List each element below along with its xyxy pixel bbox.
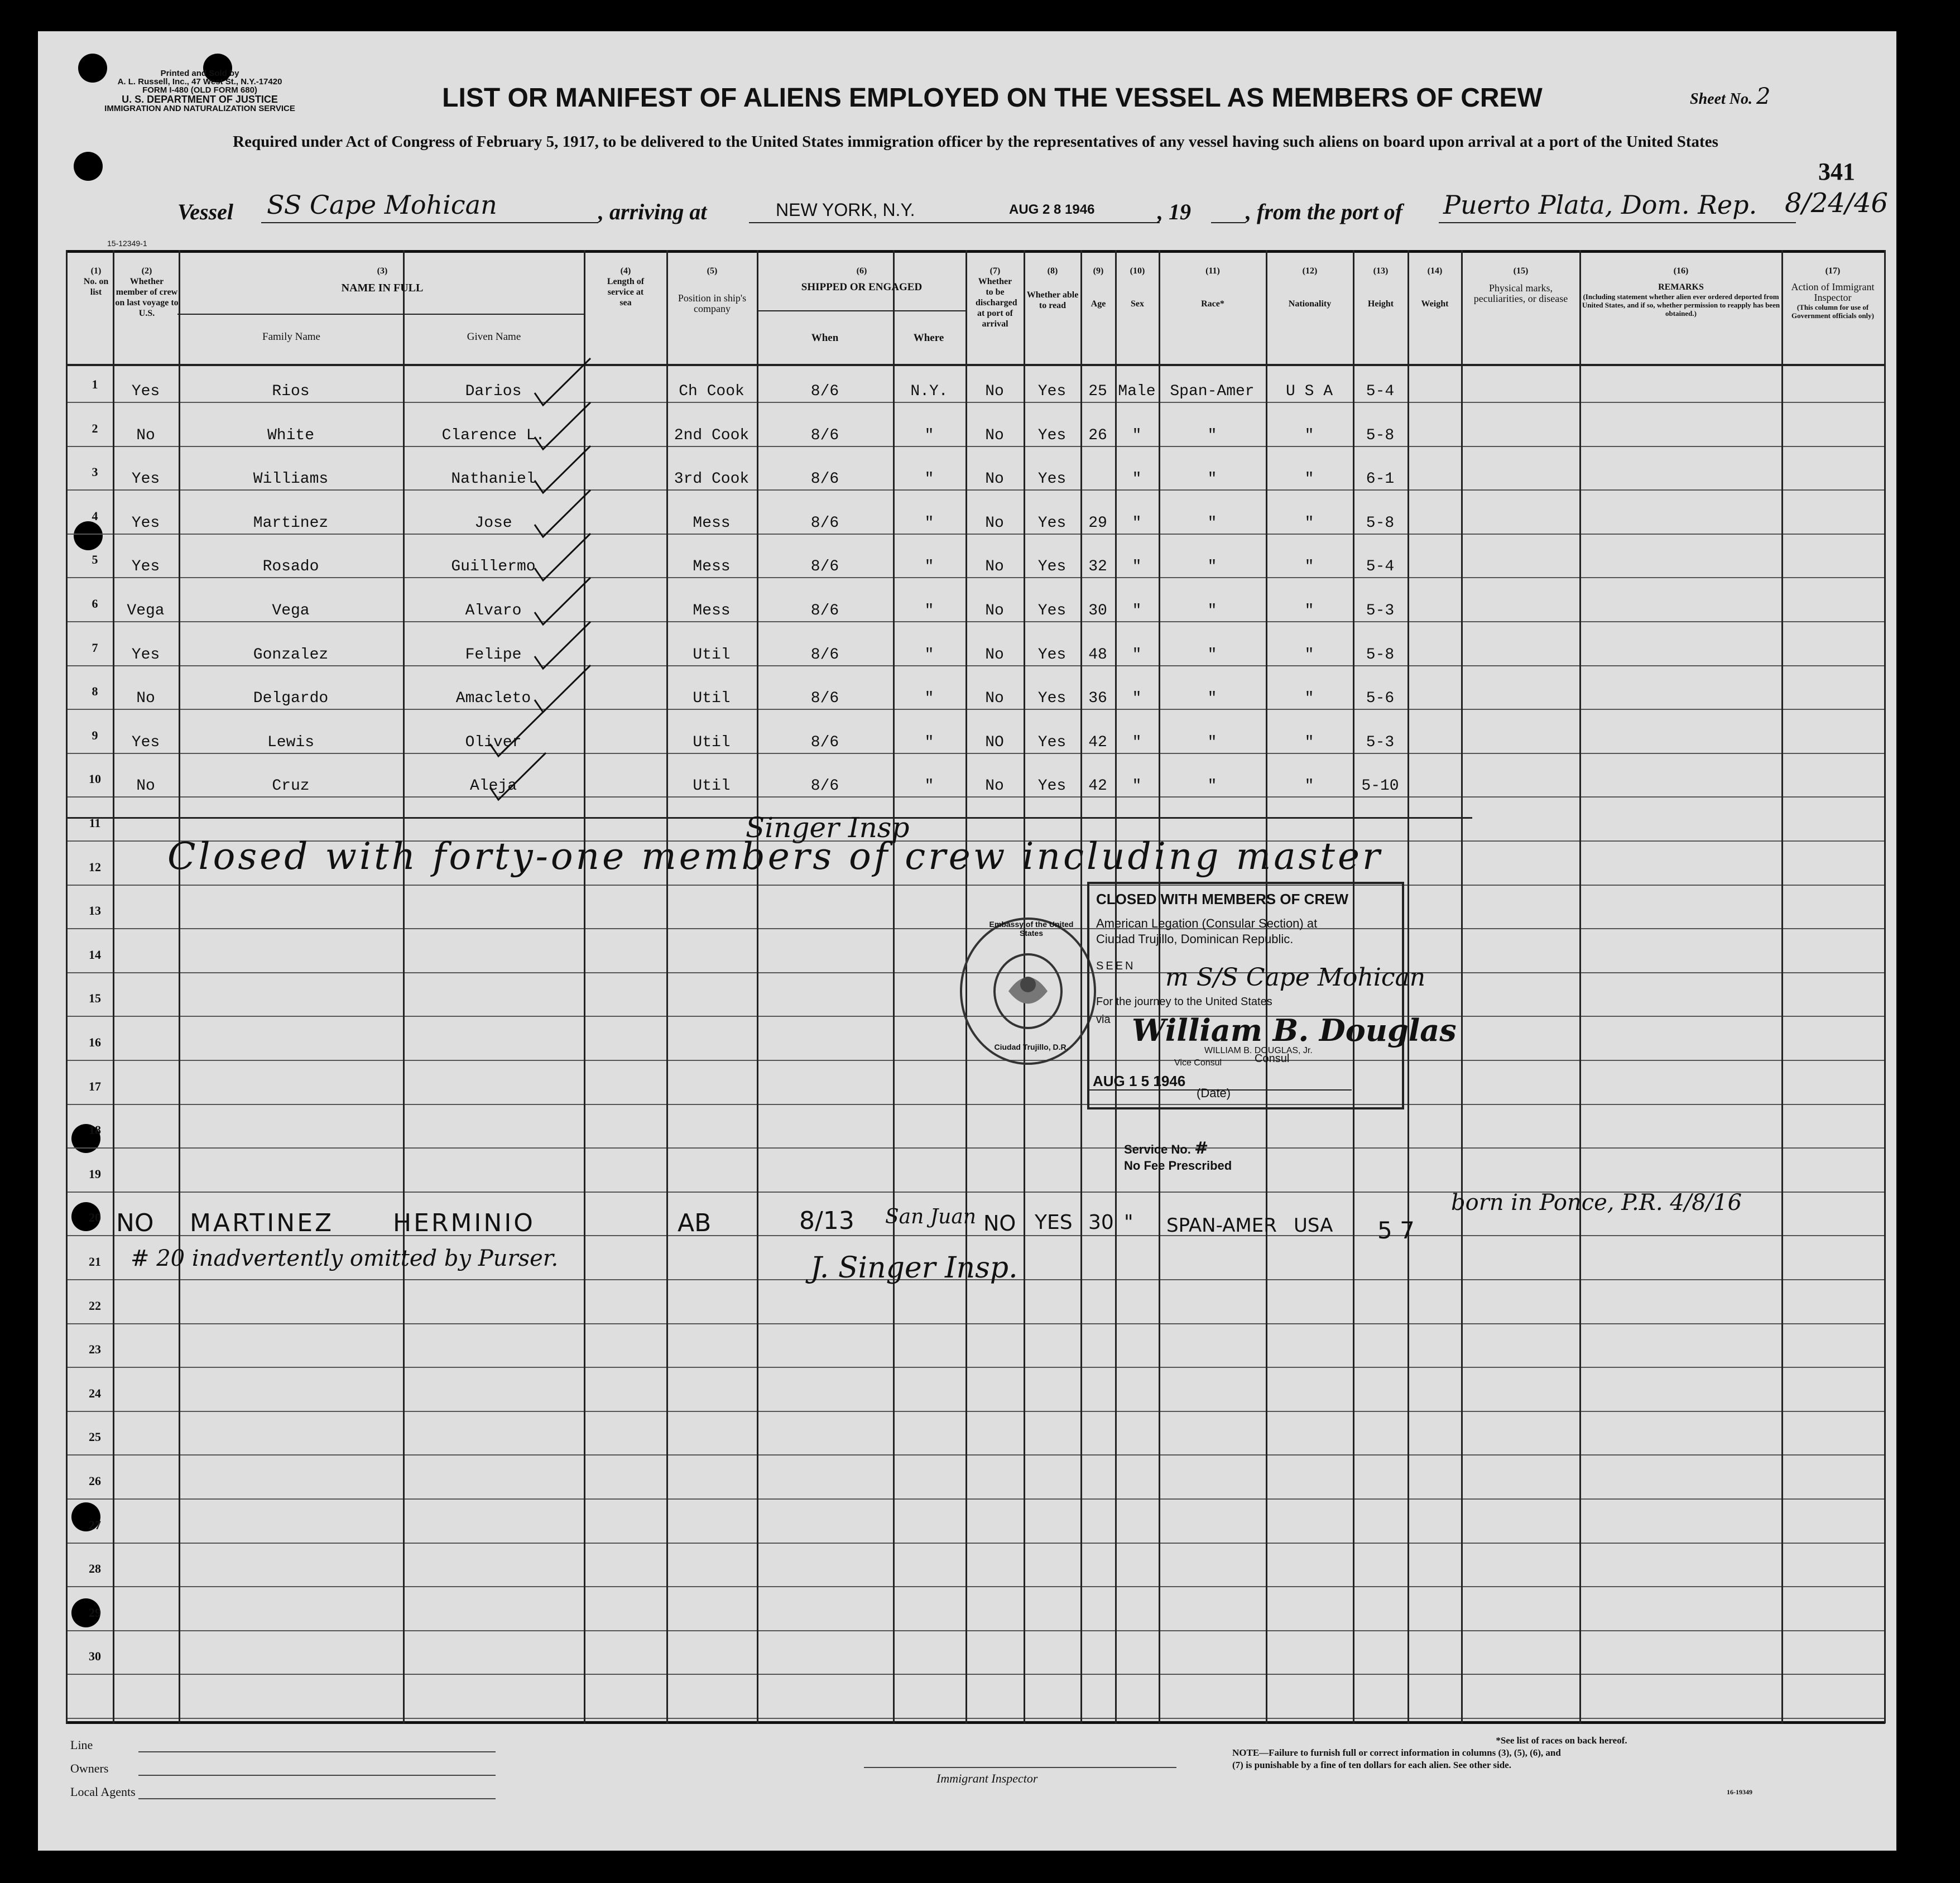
col15-header: (15) Physical marks, peculiarities, or disease bbox=[1473, 266, 1568, 304]
crew-height-cell: 5-3 bbox=[1366, 602, 1395, 619]
stamp-seen: SEEN bbox=[1096, 960, 1136, 972]
crew-sex-cell: " bbox=[1132, 690, 1142, 708]
crew-position-cell: 3rd Cook bbox=[674, 470, 750, 488]
row-ruling bbox=[66, 1323, 1885, 1324]
row-number: 25 bbox=[89, 1430, 101, 1444]
arrival-date: AUG 2 8 1946 bbox=[1009, 202, 1095, 217]
crew-race-cell: " bbox=[1207, 733, 1217, 751]
crew-last-cell: Yes bbox=[131, 383, 160, 400]
seal-ring-bottom: Ciudad Trujillo, D.R. bbox=[994, 1043, 1069, 1051]
column-divider bbox=[1884, 250, 1886, 1723]
crew-nationality-cell: U S A bbox=[1285, 383, 1333, 400]
crew-height-cell: 5-8 bbox=[1366, 514, 1395, 532]
crew-last-cell: Yes bbox=[131, 514, 160, 532]
crew-last-cell: No bbox=[136, 690, 155, 708]
printer-imprint: Printed and Sold by A. L. Russell, Inc., 47 West St., N.Y.-17420 FORM I-480 (OLD FORM 680) U. S. DEPARTMENT OF JUSTICE IMMIGRATION AND NATURALIZATION SERVICE bbox=[104, 69, 295, 113]
row-number: 13 bbox=[89, 904, 101, 918]
crew-when-cell: 8/6 bbox=[810, 470, 839, 488]
row-number: 9 bbox=[92, 728, 98, 742]
crew-last-cell: Yes bbox=[131, 646, 160, 664]
crew-nationality-cell: " bbox=[1304, 426, 1314, 444]
stamp-title: CLOSED WITH MEMBERS OF CREW bbox=[1096, 891, 1349, 907]
row-number: 10 bbox=[89, 772, 101, 786]
row-number: 1 bbox=[92, 377, 98, 391]
crew-nationality-cell: " bbox=[1304, 646, 1314, 664]
crew-sex-cell: " bbox=[1132, 426, 1142, 444]
crew-age-cell: 36 bbox=[1088, 690, 1107, 708]
crew-last-cell: No bbox=[136, 777, 155, 795]
arrival-port: NEW YORK, N.Y. bbox=[776, 200, 915, 220]
vessel-name: SS Cape Mohican bbox=[267, 190, 497, 220]
row-ruling bbox=[66, 1411, 1885, 1412]
stamp-service-no: Service No. # bbox=[1124, 1139, 1209, 1158]
crew-height-cell: 5-4 bbox=[1366, 383, 1395, 400]
stamp-seen-handwriting: m S/S Cape Mohican bbox=[1165, 963, 1426, 992]
crew-given-cell: Darios bbox=[465, 383, 522, 400]
crew-where-cell: " bbox=[924, 777, 934, 795]
crew-given-cell: Jose bbox=[474, 514, 512, 532]
stamp-fee: No Fee Prescribed bbox=[1124, 1159, 1232, 1173]
row-ruling bbox=[66, 489, 1885, 491]
crew-when-cell: 8/6 bbox=[810, 646, 839, 664]
crew-given-cell: Nathaniel bbox=[451, 470, 536, 488]
crew-family-cell: Vega bbox=[272, 602, 310, 619]
crew-sex-cell: " bbox=[1132, 646, 1142, 664]
crew-height-cell: 5-4 bbox=[1366, 558, 1395, 576]
row-number: 30 bbox=[89, 1649, 101, 1664]
crew-given-cell: Aleja bbox=[469, 777, 517, 795]
crew-discharged-cell: No bbox=[985, 646, 1004, 664]
row-number: 24 bbox=[89, 1386, 101, 1400]
crew-last-cell: No bbox=[136, 426, 155, 444]
col6-header: (6) SHIPPED OR ENGAGED bbox=[801, 266, 923, 293]
crew-position-cell: Ch Cook bbox=[679, 383, 744, 400]
crew-age-cell: 30 bbox=[1088, 602, 1107, 619]
crew-discharged-cell: No bbox=[985, 470, 1004, 488]
col14-header: (14) Weight bbox=[1421, 266, 1449, 309]
crew-when-cell: 8/6 bbox=[810, 558, 839, 576]
row-number: 27 bbox=[89, 1517, 101, 1532]
header-subdivider-name bbox=[177, 314, 585, 315]
crew-family-cell: Rosado bbox=[262, 558, 319, 576]
col17-header: (17) Action of Immigrant Inspector (This column for use of Government officials only) bbox=[1791, 266, 1875, 320]
crew-race-cell: " bbox=[1207, 426, 1217, 444]
col8-header: (8) Whether able to read bbox=[1026, 266, 1079, 310]
crew-family-cell: Williams bbox=[253, 470, 329, 488]
form-subtitle: Required under Act of Congress of February 5, 1917, to be delivered to the United States immigration officer by the representatives of any vessel having such aliens on board upon arrival at a port of the United States bbox=[233, 133, 1718, 151]
crew-nationality-cell: " bbox=[1304, 470, 1314, 488]
inspector-note-top: Singer Insp bbox=[746, 811, 910, 844]
departure-date: 8/24/46 bbox=[1785, 188, 1889, 219]
crew-last-cell: Yes bbox=[131, 733, 160, 751]
row-ruling bbox=[66, 796, 1885, 798]
crew-race-cell: " bbox=[1207, 470, 1217, 488]
col7-header: (7) Whether to be discharged at port of arrival bbox=[976, 266, 1017, 329]
check-mark-icon bbox=[484, 748, 551, 804]
crew-height-cell: 5-3 bbox=[1366, 733, 1395, 751]
row-ruling bbox=[66, 1498, 1885, 1500]
crew-given-cell: Amacleto bbox=[455, 690, 531, 708]
form-code: 15-12349-1 bbox=[107, 239, 147, 248]
crew-given-cell: Clarence L. bbox=[441, 426, 545, 444]
col11-header: (11) Race* bbox=[1201, 266, 1224, 309]
row-number: 16 bbox=[89, 1035, 101, 1049]
crew-read-cell: Yes bbox=[1037, 470, 1067, 488]
crew-discharged-cell: No bbox=[985, 514, 1004, 532]
crew-sex-cell: " bbox=[1132, 733, 1142, 751]
crew-age-cell: 26 bbox=[1088, 426, 1107, 444]
crew-nationality-cell: " bbox=[1304, 690, 1314, 708]
crew-discharged-cell: No bbox=[985, 558, 1004, 576]
crew-race-cell: " bbox=[1207, 602, 1217, 619]
crew-when-cell: 8/6 bbox=[810, 690, 839, 708]
crew-when-cell: 8/6 bbox=[810, 514, 839, 532]
crew-where-cell: " bbox=[924, 646, 934, 664]
page-number: 341 bbox=[1818, 158, 1855, 185]
row-number: 11 bbox=[89, 816, 101, 830]
crew-age-cell: 42 bbox=[1088, 733, 1107, 751]
row-number: 5 bbox=[92, 553, 98, 567]
row-number: 19 bbox=[89, 1166, 101, 1181]
closing-note: Closed with forty-one members of crew including master bbox=[167, 835, 1383, 878]
crew-race-cell: " bbox=[1207, 514, 1217, 532]
crew-position-cell: Util bbox=[693, 733, 731, 751]
crew-position-cell: Mess bbox=[693, 514, 731, 532]
col4-header: (4) Length of service at sea bbox=[607, 266, 645, 308]
crew-family-cell: Delgardo bbox=[253, 690, 329, 708]
col3a-header: Family Name bbox=[262, 331, 320, 343]
stamp-vice-consul: Vice Consul bbox=[1174, 1058, 1222, 1068]
footer-inspector-label: Immigrant Inspector bbox=[936, 1771, 1038, 1785]
row-number: 3 bbox=[92, 465, 98, 479]
crew-where-cell: N.Y. bbox=[910, 383, 948, 400]
crew-race-cell: " bbox=[1207, 777, 1217, 795]
crew-family-cell: White bbox=[267, 426, 314, 444]
table-bottom-border bbox=[66, 1721, 1885, 1724]
crew-given-cell: Felipe bbox=[465, 646, 522, 664]
stamp-date: AUG 1 5 1946 bbox=[1093, 1073, 1186, 1089]
row-ruling bbox=[66, 402, 1885, 403]
crew-where-cell: " bbox=[924, 470, 934, 488]
row-number: 8 bbox=[92, 684, 98, 699]
row21-note: # 20 inadvertently omitted by Purser. bbox=[131, 1246, 559, 1271]
crew-family-cell: Cruz bbox=[272, 777, 310, 795]
crew-sex-cell: " bbox=[1132, 470, 1142, 488]
row-number: 4 bbox=[92, 508, 98, 523]
crew-height-cell: 5-6 bbox=[1366, 690, 1395, 708]
crew-discharged-cell: No bbox=[985, 383, 1004, 400]
footer-agents-underline bbox=[138, 1798, 496, 1799]
stamp-sig-name: WILLIAM B. DOUGLAS, Jr. bbox=[1204, 1046, 1313, 1055]
footer-note: *See list of races on back hereof. NOTE—Failure to furnish full or correct information in columns (3), (5), (6), and (7) is punishable by a fine of ten dollars for each alien. See other side. bbox=[1232, 1735, 1627, 1770]
crew-position-cell: Mess bbox=[693, 558, 731, 576]
row-ruling bbox=[66, 1147, 1885, 1149]
crew-nationality-cell: " bbox=[1304, 733, 1314, 751]
crew-height-cell: 5-10 bbox=[1361, 777, 1399, 795]
row-ruling bbox=[66, 1454, 1885, 1456]
row-number: 22 bbox=[89, 1298, 101, 1313]
crew-height-cell: 5-8 bbox=[1366, 426, 1395, 444]
crew-position-cell: Util bbox=[693, 777, 731, 795]
crew-given-cell: Alvaro bbox=[465, 602, 522, 619]
inspector-signature-line bbox=[864, 1767, 1176, 1768]
col9-header: (9) Age bbox=[1091, 266, 1106, 309]
col10-header: (10) Sex bbox=[1130, 266, 1145, 309]
row-number: 7 bbox=[92, 640, 98, 655]
crew-discharged-cell: No bbox=[985, 777, 1004, 795]
col6b-header: Where bbox=[913, 332, 944, 344]
stamp-line1: American Legation (Consular Section) at bbox=[1096, 916, 1318, 930]
crew-nationality-cell: " bbox=[1304, 558, 1314, 576]
crew-read-cell: Yes bbox=[1037, 646, 1067, 664]
crew-where-cell: " bbox=[924, 733, 934, 751]
footer-line-label: Line bbox=[70, 1738, 93, 1752]
column-divider bbox=[1781, 250, 1783, 1723]
row-number: 26 bbox=[89, 1474, 101, 1488]
row-ruling bbox=[66, 1586, 1885, 1587]
footer-owners-underline bbox=[138, 1775, 496, 1776]
row-ruling bbox=[66, 446, 1885, 447]
crew-position-cell: Util bbox=[693, 646, 731, 664]
row-number: 2 bbox=[92, 421, 98, 435]
crew-age-cell: 25 bbox=[1088, 383, 1107, 400]
crew-when-cell: 8/6 bbox=[810, 733, 839, 751]
crew-last-cell: Yes bbox=[131, 558, 160, 576]
row-number: 14 bbox=[89, 947, 101, 962]
crew-read-cell: Yes bbox=[1037, 426, 1067, 444]
col13-header: (13) Height bbox=[1367, 266, 1394, 309]
crew-age-cell: 48 bbox=[1088, 646, 1107, 664]
crew-sex-cell: " bbox=[1132, 777, 1142, 795]
crew-race-cell: Span-Amer bbox=[1170, 383, 1255, 400]
crew-discharged-cell: NO bbox=[985, 733, 1004, 751]
column-divider bbox=[1461, 250, 1463, 1723]
row-ruling bbox=[66, 1674, 1885, 1675]
crew-nationality-cell: " bbox=[1304, 602, 1314, 619]
crew-position-cell: Mess bbox=[693, 602, 731, 619]
crew-family-cell: Lewis bbox=[267, 733, 314, 751]
row-ruling bbox=[66, 534, 1885, 535]
crew-read-cell: Yes bbox=[1037, 514, 1067, 532]
crew-discharged-cell: No bbox=[985, 690, 1004, 708]
row-number: 28 bbox=[89, 1562, 101, 1576]
departure-port: Puerto Plata, Dom. Rep. bbox=[1443, 190, 1757, 220]
crew-read-cell: Yes bbox=[1037, 733, 1067, 751]
footer-code: 16-19349 bbox=[1727, 1788, 1752, 1796]
row-number: 20 bbox=[89, 1210, 101, 1225]
crew-family-cell: Martinez bbox=[253, 514, 329, 532]
stamp-line2: Ciudad Trujillo, Dominican Republic. bbox=[1096, 932, 1294, 946]
row21-inspector-sign: J. Singer Insp. bbox=[810, 1251, 1018, 1285]
row-number: 12 bbox=[89, 859, 101, 874]
manifest-sheet bbox=[38, 31, 1896, 1851]
punch-hole bbox=[74, 152, 103, 181]
row-ruling bbox=[66, 709, 1885, 710]
crew-last-cell: Yes bbox=[131, 470, 160, 488]
crew-read-cell: Yes bbox=[1037, 777, 1067, 795]
row-ruling bbox=[66, 1543, 1885, 1544]
crew-discharged-cell: No bbox=[985, 602, 1004, 619]
crew-when-cell: 8/6 bbox=[810, 383, 839, 400]
vessel-line: Vessel SS Cape Mohican , arriving at NEW YORK, N.Y. AUG 2 8 1946 , 19 , from the port of Puerto Plata, Dom. Rep. 8/24/46 bbox=[177, 188, 1889, 224]
column-divider bbox=[1579, 250, 1581, 1723]
crew-read-cell: Yes bbox=[1037, 602, 1067, 619]
row-number: 18 bbox=[89, 1123, 101, 1137]
stamp-date-label: (Date) bbox=[1197, 1086, 1231, 1100]
row-ruling bbox=[66, 621, 1885, 622]
crew-sex-cell: Male bbox=[1118, 383, 1156, 400]
crew-family-cell: Rios bbox=[272, 383, 310, 400]
row-number: 23 bbox=[89, 1342, 101, 1357]
crew-age-cell: 29 bbox=[1088, 514, 1107, 532]
crew-sex-cell: " bbox=[1132, 558, 1142, 576]
crew-sex-cell: " bbox=[1132, 602, 1142, 619]
crew-age-cell: 32 bbox=[1088, 558, 1107, 576]
crew-read-cell: Yes bbox=[1037, 690, 1067, 708]
crew-race-cell: " bbox=[1207, 690, 1217, 708]
crew-when-cell: 8/6 bbox=[810, 777, 839, 795]
form-title: LIST OR MANIFEST OF ALIENS EMPLOYED ON THE VESSEL AS MEMBERS OF CREW bbox=[442, 83, 1543, 113]
crew-position-cell: 2nd Cook bbox=[674, 426, 750, 444]
row-ruling bbox=[66, 577, 1885, 578]
row-ruling bbox=[66, 753, 1885, 754]
crew-race-cell: " bbox=[1207, 646, 1217, 664]
crew-where-cell: " bbox=[924, 514, 934, 532]
col1-header: (1) No. on list bbox=[83, 266, 109, 297]
row-ruling bbox=[66, 1630, 1885, 1631]
crew-family-cell: Gonzalez bbox=[253, 646, 329, 664]
footer-agents-label: Local Agents bbox=[70, 1785, 136, 1799]
col6a-header: When bbox=[811, 332, 839, 344]
row-number: 17 bbox=[89, 1079, 101, 1093]
col2-header: (2) Whether member of crew on last voyage to U.S. bbox=[115, 266, 179, 318]
row-number: 21 bbox=[89, 1255, 101, 1269]
crew-given-cell: Guillermo bbox=[451, 558, 536, 576]
crew-where-cell: " bbox=[924, 426, 934, 444]
crew-last-cell: Vega bbox=[127, 602, 165, 619]
crew-when-cell: 8/6 bbox=[810, 426, 839, 444]
footer-owners-label: Owners bbox=[70, 1761, 109, 1775]
crew-nationality-cell: " bbox=[1304, 514, 1314, 532]
sheet-number: Sheet No. 2 bbox=[1690, 84, 1771, 109]
stamp-via: via bbox=[1096, 1013, 1111, 1026]
row-ruling bbox=[66, 1718, 1885, 1719]
header-subdivider-shipped bbox=[758, 310, 965, 311]
row-ruling bbox=[66, 885, 1885, 886]
row-ruling bbox=[66, 665, 1885, 666]
column-divider bbox=[66, 250, 68, 1723]
crew-height-cell: 6-1 bbox=[1366, 470, 1395, 488]
seal-ring-top: Embassy of the United States bbox=[989, 920, 1074, 938]
crew-when-cell: 8/6 bbox=[810, 602, 839, 619]
crew-read-cell: Yes bbox=[1037, 383, 1067, 400]
crew-given-cell: Oliver bbox=[465, 733, 522, 751]
crew-where-cell: " bbox=[924, 602, 934, 619]
table-top-border bbox=[66, 250, 1885, 253]
crew-position-cell: Util bbox=[693, 690, 731, 708]
stamp-consul: Consul bbox=[1255, 1053, 1290, 1065]
col3-header: (3) NAME IN FULL bbox=[341, 266, 424, 294]
crew-sex-cell: " bbox=[1132, 514, 1142, 532]
row-number: 15 bbox=[89, 991, 101, 1006]
punch-hole bbox=[74, 521, 103, 550]
crew-discharged-cell: No bbox=[985, 426, 1004, 444]
row20-entry: NO MARTINEZ HERMINIO AB 8/13 San Juan NO YES 30 " SPAN-AMER USA 5 7 born in Ponce, P.R. 4/8/16 bbox=[116, 1190, 1742, 1244]
row-ruling bbox=[66, 1104, 1885, 1105]
crew-read-cell: Yes bbox=[1037, 558, 1067, 576]
crew-where-cell: " bbox=[924, 690, 934, 708]
col16-header: (16) REMARKS (Including statement whether alien ever ordered deported from United States, and if so, whether permission to reapply has been obtained.) bbox=[1582, 266, 1780, 318]
crew-race-cell: " bbox=[1207, 558, 1217, 576]
stamp-line3: For the journey to the United States bbox=[1096, 996, 1272, 1008]
footer-line-underline bbox=[138, 1751, 496, 1752]
crew-nationality-cell: " bbox=[1304, 777, 1314, 795]
row-number: 29 bbox=[89, 1605, 101, 1620]
row-ruling bbox=[66, 1367, 1885, 1368]
crew-where-cell: " bbox=[924, 558, 934, 576]
col5-header: (5) Position in ship's company bbox=[678, 266, 747, 314]
consul-signature: William B. Douglas bbox=[1132, 1012, 1457, 1048]
row-number: 6 bbox=[92, 597, 98, 611]
col3b-header: Given Name bbox=[467, 331, 521, 343]
crew-age-cell: 42 bbox=[1088, 777, 1107, 795]
crew-height-cell: 5-8 bbox=[1366, 646, 1395, 664]
col12-header: (12) Nationality bbox=[1288, 266, 1332, 309]
table-header-border bbox=[66, 364, 1885, 366]
